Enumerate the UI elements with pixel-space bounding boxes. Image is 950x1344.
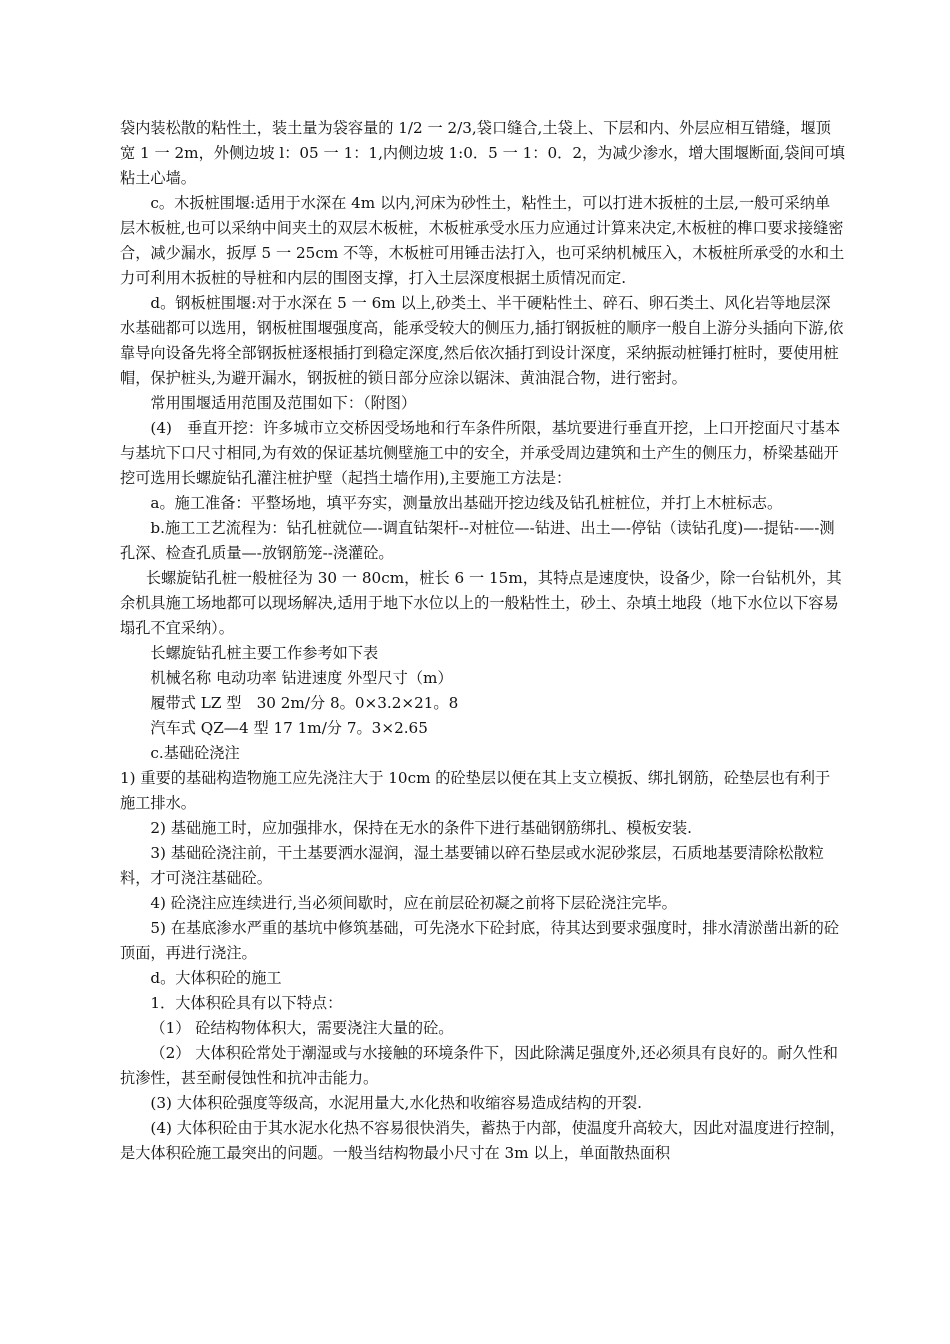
paragraph: 4) 砼浇注应连续进行,当必须间歇时，应在前层砼初凝之前将下层砼浇注完毕。 (150, 894, 677, 912)
paragraph: b.施工工艺流程为：钻孔桩就位—-调直钻架杆--对桩位—-钻进、出土—-停钻（读钻孔度)—-提钻-—-测孔深、检查孔质量—-放钢筋笼--浇灌砼。 (120, 519, 835, 562)
paragraph: (4) 垂直开挖：许多城市立交桥因受场地和行车条件所限，基坑要进行垂直开挖，上口开挖面尺寸基本与基坑下口尺寸相同,为有效的保证基坑侧壁施工中的安全，并承受周边建筑和土产生的侧压力，桥梁基础开挖可选用长螺旋钻孔灌注桩护壁（起挡土墙作用),主要施工方法是： (120, 419, 841, 487)
paragraph: a。施工准备：平整场地，填平夯实，测量放出基础开挖边线及钻孔桩桩位，并打上木桩标志。 (150, 494, 783, 512)
paragraph: 机械名称 电动功率 钻进速度 外型尺寸（m） (150, 669, 453, 687)
paragraph: (4) 大体积砼由于其水泥水化热不容易很快消失，蓄热于内部，使温度升高较大，因此对温度进行控制，是大体积砼施工最突出的问题。一般当结构物最小尺寸在 3m 以上，单面散热面积 (120, 1119, 845, 1162)
paragraph: （1） 砼结构物体积大，需要浇注大量的砼。 (150, 1019, 454, 1037)
paragraph: （2） 大体积砼常处于潮湿或与水接触的环境条件下，因此除满足强度外,还必须具有良好的。耐久性和抗渗性，甚至耐侵蚀性和抗冲击能力。 (120, 1044, 838, 1087)
paragraph: (3) 大体积砼强度等级高，水泥用量大,水化热和收缩容易造成结构的开裂. (150, 1094, 643, 1112)
document-body (120, 116, 845, 1166)
paragraph: 2) 基础施工时，应加强排水，保持在无水的条件下进行基础钢筋绑扎、模板安装. (150, 819, 693, 837)
paragraph: 汽车式 QZ—4 型 17 1m/分 7。3×2.65 (150, 719, 428, 737)
paragraph: c。木扳桩围堰:适用于水深在 4m 以内,河床为砂性土，粘性土，可以打进木扳桩的土层,一般可采纳单层木板桩,也可以采纳中间夹土的双层木板桩，木板桩承受水压力应通过计算来决定,木板桩的榫口要求接缝密合，减少漏水，扳厚 5 一 25cm 不等，木板桩可用锤击法打入，也可采纳机械压入，木板桩所承受的水和土力可利用木扳桩的导桩和内层的围囹支撑，打入土层深度根据土质情况而定. (120, 194, 845, 287)
paragraph: 5) 在基底渗水严重的基坑中修筑基础，可先浇水下砼封底，待其达到要求强度时，排水清淤凿出新的砼顶面，再进行浇注。 (120, 919, 840, 962)
paragraph: 袋内装松散的粘性土，装土量为袋容量的 1/2 一 2/3,袋口缝合,土袋上、下层和内、外层应相互错缝，堰顶宽 1 一 2m，外侧边坡 l：05 一 1：1,内侧边坡 1:0．5 一 1：0．2，为减少渗水，增大围堰断面,袋间可填粘土心墙。 (120, 119, 845, 187)
paragraph: 1) 重要的基础构造物施工应先浇注大于 10cm 的砼垫层以便在其上支立模扳、绑扎钢筋，砼垫层也有利于施工排水。 (120, 769, 831, 812)
paragraph: d。大体积砼的施工 (150, 969, 282, 987)
paragraph: 履带式 LZ 型 30 2m/分 8。0×3.2×21。8 (150, 694, 459, 712)
paragraph: c.基础砼浇注 (150, 744, 240, 762)
paragraph: 长螺旋钻孔桩一般桩径为 30 一 80cm，桩长 6 一 15m，其特点是速度快，设备少，除一台钻机外，其余机具施工场地都可以现场解决,适用于地下水位以上的一般粘性土，砂土、杂填土地段（地下水位以下容易塌孔不宜采纳）。 (120, 569, 842, 637)
paragraph: 3) 基础砼浇注前，干土基要洒水湿润，湿土基要铺以碎石垫层或水泥砂浆层，石质地基要清除松散粒料，才可浇注基础砼。 (120, 844, 824, 887)
paragraph: 常用围堰适用范围及范围如下：（附图） (150, 394, 417, 412)
paragraph: d。钢板桩围堰:对于水深在 5 一 6m 以上,砂类土、半干硬粘性土、碎石、卵石类土、风化岩等地层深水基础都可以选用，钢板桩围堰强度高，能承受较大的侧压力,插打钢扳桩的顺序一般自上游分头插向下游,依靠导向设备先将全部钢扳桩逐根插打到稳定深度,然后依次插打到设计深度，采纳振动桩锤打桩时，要使用桩帽，保护桩头,为避开漏水，钢扳桩的锁日部分应涂以锯沫、黄油混合物，进行密封。 (120, 294, 844, 387)
paragraph: 1．大体积砼具有以下特点： (150, 994, 343, 1012)
paragraph: 长螺旋钻孔桩主要工作参考如下表 (150, 644, 379, 662)
